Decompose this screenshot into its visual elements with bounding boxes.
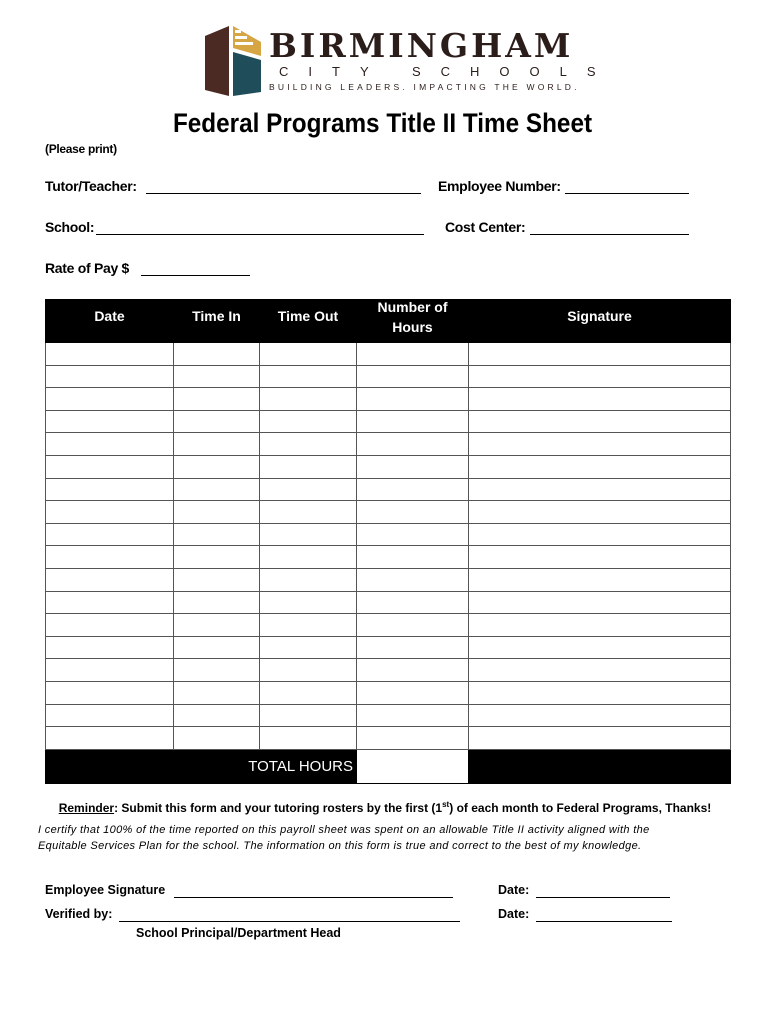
- hours-cell[interactable]: [357, 410, 469, 433]
- date-cell[interactable]: [46, 433, 174, 456]
- signature-cell[interactable]: [469, 365, 731, 388]
- rate-of-pay-label: Rate of Pay $: [45, 260, 130, 276]
- table-row: [46, 365, 731, 388]
- total-hours-row: [46, 749, 731, 783]
- date-cell[interactable]: [46, 455, 174, 478]
- time-in-cell[interactable]: [174, 704, 260, 727]
- hours-cell[interactable]: [357, 433, 469, 456]
- time-out-cell[interactable]: [260, 659, 357, 682]
- date-cell[interactable]: [46, 478, 174, 501]
- date-cell[interactable]: [46, 388, 174, 411]
- total-hours-label: TOTAL HOURS: [46, 749, 357, 783]
- date-cell[interactable]: [46, 546, 174, 569]
- please-print-note: (Please print): [45, 142, 117, 156]
- logo-tagline: BUILDING LEADERS. IMPACTING THE WORLD.: [269, 82, 580, 92]
- table-row: [46, 478, 731, 501]
- reminder-note: Reminder: Submit this form and your tutoring rosters by the first (1st) of each month to Federal Programs, Thanks!: [58, 800, 712, 815]
- date-cell[interactable]: [46, 501, 174, 524]
- time-out-cell[interactable]: [260, 704, 357, 727]
- table-row: [46, 568, 731, 591]
- hours-cell[interactable]: [357, 727, 469, 750]
- employee-signature-field[interactable]: [174, 897, 453, 898]
- time-out-cell[interactable]: [260, 614, 357, 637]
- hours-cell[interactable]: [357, 478, 469, 501]
- employee-date-field[interactable]: [536, 897, 670, 898]
- hours-cell[interactable]: [357, 568, 469, 591]
- verified-date-field[interactable]: [536, 921, 672, 922]
- total-blank-cell: [469, 749, 731, 783]
- hours-cell[interactable]: [357, 681, 469, 704]
- table-row: [46, 433, 731, 456]
- date-cell[interactable]: [46, 343, 174, 366]
- time-out-cell[interactable]: [260, 388, 357, 411]
- logo-name: BIRMINGHAM: [269, 26, 574, 65]
- date-cell[interactable]: [46, 636, 174, 659]
- date-cell[interactable]: [46, 659, 174, 682]
- cost-center-label: Cost Center:: [445, 219, 526, 235]
- date-cell[interactable]: [46, 523, 174, 546]
- table-row: [46, 501, 731, 524]
- table-row: [46, 681, 731, 704]
- time-out-cell[interactable]: [260, 636, 357, 659]
- time-out-cell[interactable]: [260, 681, 357, 704]
- table-row: [46, 704, 731, 727]
- hours-cell[interactable]: [357, 343, 469, 366]
- time-in-cell[interactable]: [174, 614, 260, 637]
- header-date: Date: [46, 300, 174, 343]
- date-cell[interactable]: [46, 614, 174, 637]
- time-out-cell[interactable]: [260, 478, 357, 501]
- time-out-cell[interactable]: [260, 591, 357, 614]
- signature-cell[interactable]: [469, 591, 731, 614]
- time-out-cell[interactable]: [260, 727, 357, 750]
- timesheet-table: [45, 299, 731, 784]
- verified-by-label: Verified by:: [45, 907, 113, 921]
- time-out-cell[interactable]: [260, 455, 357, 478]
- header-time-in: Time In: [174, 300, 260, 343]
- hours-cell[interactable]: [357, 659, 469, 682]
- table-header-row: [46, 300, 731, 343]
- date-cell[interactable]: [46, 681, 174, 704]
- time-in-cell[interactable]: [174, 568, 260, 591]
- table-row: [46, 591, 731, 614]
- signature-cell[interactable]: [469, 727, 731, 750]
- school-label: School:: [45, 219, 95, 235]
- signature-cell[interactable]: [469, 659, 731, 682]
- hours-cell[interactable]: [357, 365, 469, 388]
- time-out-cell[interactable]: [260, 568, 357, 591]
- date-cell[interactable]: [46, 727, 174, 750]
- time-out-cell[interactable]: [260, 546, 357, 569]
- time-in-cell[interactable]: [174, 659, 260, 682]
- hours-cell[interactable]: [357, 455, 469, 478]
- table-row: [46, 410, 731, 433]
- date-cell[interactable]: [46, 410, 174, 433]
- signature-cell[interactable]: [469, 501, 731, 524]
- time-in-cell[interactable]: [174, 433, 260, 456]
- hours-cell[interactable]: [357, 614, 469, 637]
- signature-cell[interactable]: [469, 681, 731, 704]
- time-out-cell[interactable]: [260, 523, 357, 546]
- tutor-teacher-field[interactable]: [146, 193, 421, 194]
- signature-cell[interactable]: [469, 523, 731, 546]
- school-logo: [205, 22, 616, 98]
- time-out-cell[interactable]: [260, 501, 357, 524]
- time-in-cell[interactable]: [174, 478, 260, 501]
- signature-cell[interactable]: [469, 568, 731, 591]
- time-out-cell[interactable]: [260, 365, 357, 388]
- table-row: [46, 636, 731, 659]
- hours-cell[interactable]: [357, 501, 469, 524]
- header-time-out: Time Out: [260, 300, 357, 343]
- time-in-cell[interactable]: [174, 410, 260, 433]
- time-in-cell[interactable]: [174, 546, 260, 569]
- logo-mark-icon: [205, 22, 261, 96]
- header-signature: Signature: [469, 300, 731, 343]
- verified-by-field[interactable]: [119, 921, 460, 922]
- date-cell[interactable]: [46, 591, 174, 614]
- tutor-teacher-label: Tutor/Teacher:: [45, 178, 137, 194]
- table-row: [46, 455, 731, 478]
- hours-cell[interactable]: [357, 591, 469, 614]
- table-row: [46, 659, 731, 682]
- time-in-cell[interactable]: [174, 365, 260, 388]
- time-in-cell[interactable]: [174, 591, 260, 614]
- date-cell[interactable]: [46, 568, 174, 591]
- time-in-cell[interactable]: [174, 388, 260, 411]
- signature-cell[interactable]: [469, 478, 731, 501]
- table-row: [46, 388, 731, 411]
- time-in-cell[interactable]: [174, 636, 260, 659]
- signature-cell[interactable]: [469, 614, 731, 637]
- employee-number-label: Employee Number:: [438, 178, 561, 194]
- hours-cell[interactable]: [357, 546, 469, 569]
- date-cell[interactable]: [46, 365, 174, 388]
- signature-cell[interactable]: [469, 343, 731, 366]
- signature-cell[interactable]: [469, 455, 731, 478]
- signature-cell[interactable]: [469, 433, 731, 456]
- time-in-cell[interactable]: [174, 727, 260, 750]
- hours-cell[interactable]: [357, 523, 469, 546]
- time-out-cell[interactable]: [260, 433, 357, 456]
- cost-center-field[interactable]: [530, 234, 689, 235]
- employee-date-label: Date:: [498, 883, 530, 897]
- signature-cell[interactable]: [469, 388, 731, 411]
- table-row: [46, 727, 731, 750]
- logo-subname: CITY SCHOOLS: [279, 64, 616, 79]
- signature-cell[interactable]: [469, 704, 731, 727]
- table-row: [46, 343, 731, 366]
- time-out-cell[interactable]: [260, 410, 357, 433]
- rate-of-pay-field[interactable]: [141, 275, 250, 276]
- time-out-cell[interactable]: [260, 343, 357, 366]
- total-hours-field[interactable]: [357, 749, 469, 783]
- hours-cell[interactable]: [357, 636, 469, 659]
- header-number-of-hours: Number of Hours: [357, 300, 469, 343]
- hours-cell[interactable]: [357, 704, 469, 727]
- time-in-cell[interactable]: [174, 455, 260, 478]
- time-in-cell[interactable]: [174, 681, 260, 704]
- verified-by-caption: School Principal/Department Head: [136, 926, 341, 940]
- table-row: [46, 523, 731, 546]
- verified-date-label: Date:: [498, 907, 530, 921]
- signature-cell[interactable]: [469, 410, 731, 433]
- employee-signature-label: Employee Signature: [45, 883, 166, 897]
- table-row: [46, 546, 731, 569]
- employee-number-field[interactable]: [565, 193, 689, 194]
- date-cell[interactable]: [46, 704, 174, 727]
- hours-cell[interactable]: [357, 388, 469, 411]
- signature-cell[interactable]: [469, 636, 731, 659]
- time-in-cell[interactable]: [174, 343, 260, 366]
- time-in-cell[interactable]: [174, 523, 260, 546]
- certification-statement: I certify that 100% of the time reported on this payroll sheet was spent on an allowable Title II activity aligned with the Equitable Services Plan for the school. The information on this form is true and correct to the best of my knowledge.: [38, 824, 650, 852]
- time-in-cell[interactable]: [174, 501, 260, 524]
- school-field[interactable]: [96, 234, 424, 235]
- signature-cell[interactable]: [469, 546, 731, 569]
- page-title: Federal Programs Title II Time Sheet: [172, 108, 593, 138]
- table-row: [46, 614, 731, 637]
